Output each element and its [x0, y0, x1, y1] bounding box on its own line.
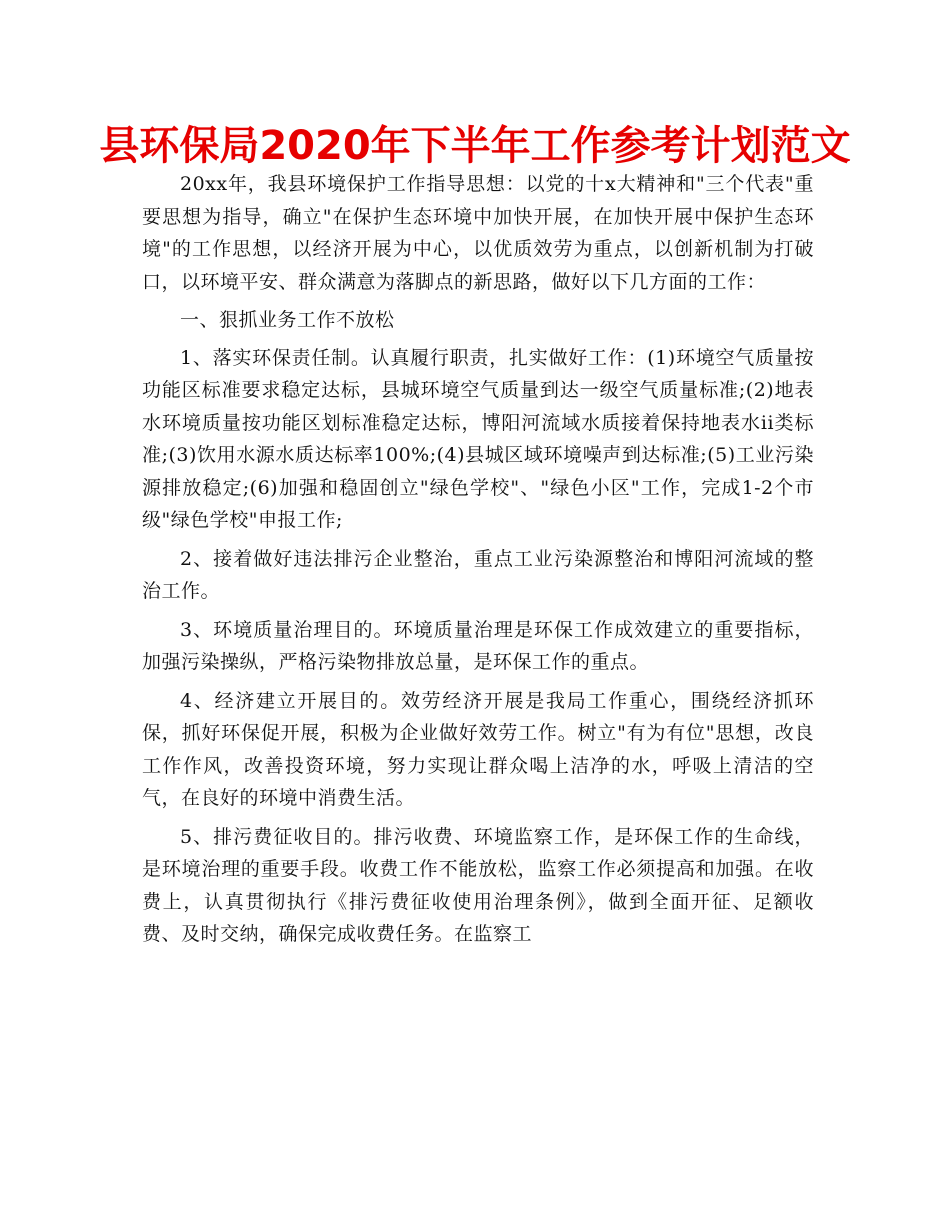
paragraph-item-2: 2、接着做好违法排污企业整治，重点工业污染源整治和博阳河流域的整治工作。	[142, 547, 814, 602]
paragraph-guiding-thought: 20xx年，我县环境保护工作指导思想：以党的十x大精神和"三个代表"重要思想为指导，确立"在保护生态环境中加快开展，在加快开展中保护生态环境"的工作思想，以经济开展为中心，以优质效劳为重点，以创新机制为打破口，以环境平安、群众满意为落脚点的新思路，做好以下几方面的工作：	[142, 173, 814, 293]
document-body	[142, 168, 814, 957]
paragraph-item-4: 4、经济建立开展目的。效劳经济开展是我局工作重心，围绕经济抓环保，抓好环保促开展，积极为企业做好效劳工作。树立"有为有位"思想，改良工作作风，改善投资环境，努力实现让群众喝上洁净的水，呼吸上清洁的空气，在良好的环境中消费生活。	[142, 689, 814, 809]
paragraph-item-5: 5、排污费征收目的。排污收费、环境监察工作，是环保工作的生命线，是环境治理的重要手段。收费工作不能放松，监察工作必须提高和加强。在收费上，认真贯彻执行《排污费征收使用治理条例》，做到全面开征、足额收费、及时交纳，确保完成收费任务。在监察工	[142, 825, 814, 945]
document-title: 县环保局2020年下半年工作参考计划范文	[99, 123, 851, 169]
section-heading-1: 一、狠抓业务工作不放松	[180, 309, 395, 331]
paragraph-item-1: 1、落实环保责任制。认真履行职责，扎实做好工作：(1)环境空气质量按功能区标准要求稳定达标，县城环境空气质量到达一级空气质量标准;(2)地表水环境质量按功能区划标准稳定达标，博阳河流域水质接着保持地表水ii类标准;(3)饮用水源水质达标率100%;(4)县城区域环境噪声到达标准;(5)工业污染源排放稳定;(6)加强和稳固创立"绿色学校"、"绿色小区"工作，完成1-2个市级"绿色学校"申报工作;	[142, 346, 814, 531]
paragraph-item-3: 3、环境质量治理目的。环境质量治理是环保工作成效建立的重要指标，加强污染操纵，严格污染物排放总量，是环保工作的重点。	[142, 618, 814, 673]
